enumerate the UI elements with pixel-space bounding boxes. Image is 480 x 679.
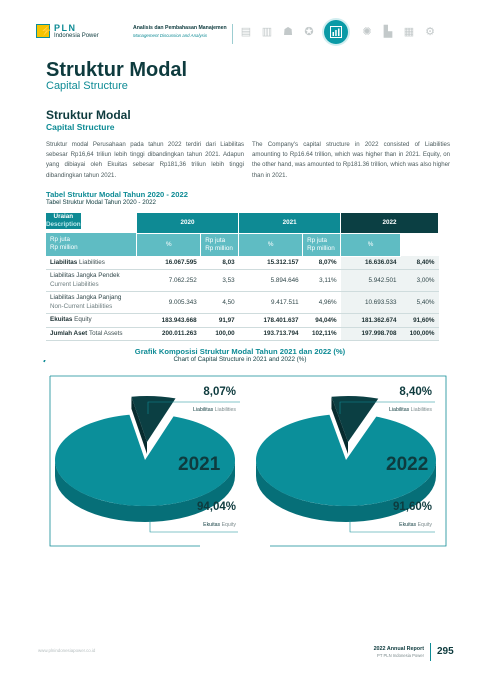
pln-logo-icon: ⚡ [36,24,50,38]
page-title-en: Capital Structure [46,80,128,92]
page-header [0,0,480,48]
header-divider [232,24,233,44]
gear-icon[interactable]: ✺ [362,26,372,38]
chapter-title: Analisis dan Pembahasan Manajemen [133,25,227,31]
section-title: Struktur Modal [46,108,131,122]
people-icon[interactable]: ☗ [283,26,293,38]
column-header-unit: Rp juta Rp million [201,233,239,256]
column-header-year: 2021 [239,213,341,233]
factory-icon[interactable]: ▙ [383,26,393,38]
table-row: Liabilitas Jangka Panjang Non-Current Liabilities 9.005.343 4,50 9.417.511 4,96% 10.693.533 5,40% [46,292,439,314]
settings-icon[interactable]: ⚙ [425,26,435,38]
award-icon[interactable]: ✪ [304,26,314,38]
chart-icon[interactable] [324,20,348,44]
table-title: Tabel Struktur Modal Tahun 2020 - 2022 [46,190,188,199]
building-icon[interactable]: ▥ [261,26,273,38]
books-icon[interactable]: ▦ [403,26,415,38]
column-header-pct: % [341,233,401,256]
page-title: Struktur Modal [46,59,188,81]
paragraph-indonesian: Struktur modal Perusahaan pada tahun 2022 terdiri dari Liabilitas sebesar Rp16,64 triliun lebih tinggi dibandingkan tahun 2021. Adapun yang dibiayai oleh Ekuitas sebesar Rp181,36 triliun lebih tinggi dibandingkan tahun 2021. [46,141,244,179]
table-row: Ekuitas Equity 183.943.668 91,97 178.401.637 94,04% 181.362.674 91,60% [46,314,439,328]
column-header-description: Uraian Description [46,213,81,228]
page-number: 295 [437,646,454,657]
footer-report: 2022 Annual Report [373,646,424,652]
table-subtitle: Tabel Struktur Modal Tahun 2020 - 2022 [46,199,156,206]
table-row: Jumlah Aset Total Assets 200.011.263 100,00 193.713.794 102,11% 197.998.708 100,00% [46,327,439,341]
column-header-year: 2020 [137,213,239,233]
column-header-unit: Rp juta Rp million [46,233,137,256]
lightning-icon [43,360,48,362]
chapter-subtitle: Management Discussion and Analysis [133,33,208,38]
section-title-en: Capital Structure [46,122,115,132]
label-equity-2022: 91,60% Ekuitas Equity [392,501,432,528]
paragraph-english: The Company's capital structure in 2022 consisted of Liabilities amounting to Rp16.64 trillion, which was higher than in 2021. Equity, on the other hand, was amounted to Rp181.36 trillion, which was also higher than in 2021. [252,141,450,179]
footer-divider [430,643,431,661]
column-header-pct: % [137,233,201,256]
column-header-year: 2022 [341,213,439,233]
year-label-2022: 2022 [386,454,429,475]
chart-subtitle: Chart of Capital Structure in 2021 and 2022 (%) [173,356,307,363]
logo-subtitle: Indonesia Power [54,33,99,39]
logo-name: PLN [54,23,77,33]
table-row: Liabilitas Jangka Pendek Current Liabilities 7.062.252 3,53 5.894.646 3,11% 5.942.501 3,00% [46,270,439,292]
table-row: Liabilitas Liabilities 16.067.595 8,03 15.312.157 8,07% 16.636.034 8,40% [46,256,439,270]
footer-url[interactable]: www.plnindonesiapower.co.id [38,648,96,653]
document-icon[interactable]: ▤ [240,26,252,38]
column-header-unit: Rp juta Rp million [303,233,341,256]
capital-structure-table [46,213,439,341]
footer-company: PT PLN Indonesia Power [377,653,424,658]
label-liabilities-2022: 8,40% Liabilitas Liabilities [389,386,432,413]
column-header-pct: % [239,233,303,256]
label-equity-2021: 94,04% Ekuitas Equity [196,501,236,528]
chart-title: Grafik Komposisi Struktur Modal Tahun 2021 dan 2022 (%) [134,347,346,356]
label-liabilities-2021: 8,07% Liabilitas Liabilities [193,386,236,413]
year-label-2021: 2021 [178,454,221,475]
